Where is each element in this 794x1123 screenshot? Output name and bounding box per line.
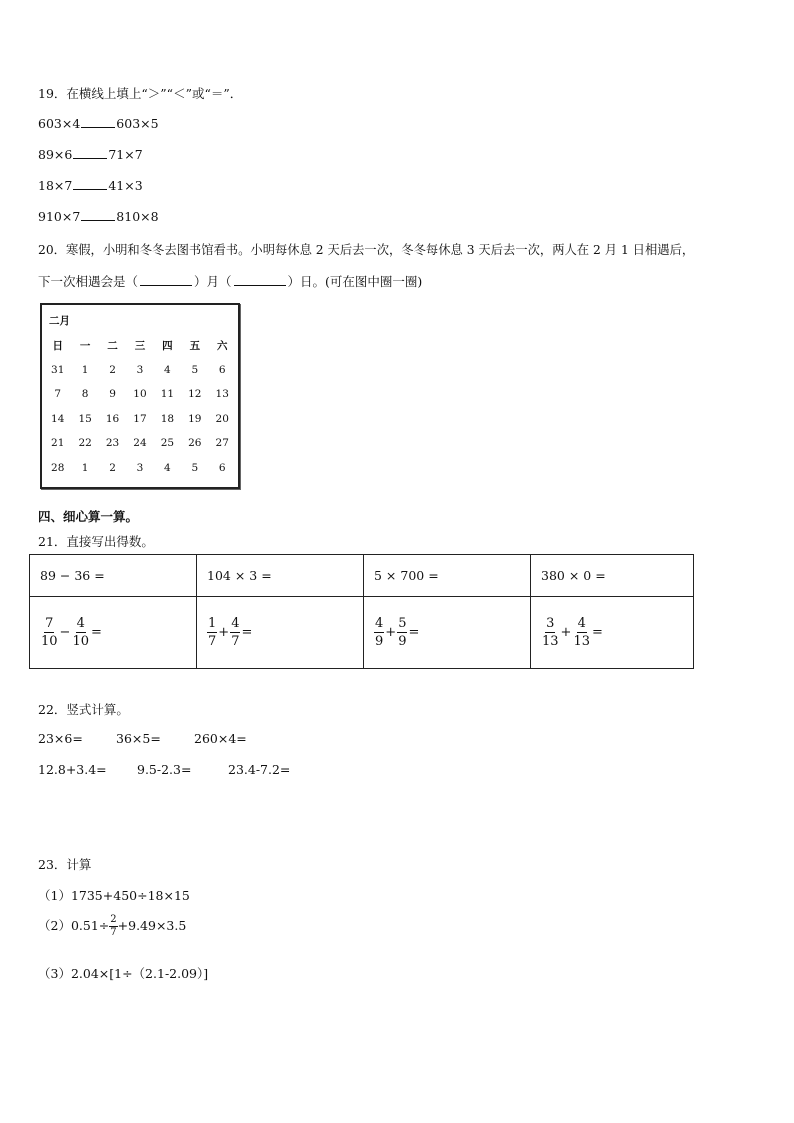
operator: + <box>218 625 230 640</box>
calendar-day[interactable]: 8 <box>81 388 89 401</box>
fraction-numerator: 4 <box>375 616 384 631</box>
equals-sign: = <box>241 625 253 640</box>
calendar-day[interactable]: 28 <box>51 461 65 474</box>
q20-line-2-b: ）月（ <box>194 274 232 289</box>
february-calendar <box>40 303 240 489</box>
q19-item-2-left: 89×6 <box>38 147 73 162</box>
calendar-day[interactable]: 1 <box>81 461 89 474</box>
q22-title: 22．竖式计算。 <box>38 702 129 717</box>
weekday-label: 六 <box>216 339 228 352</box>
fraction-denominator: 10 <box>41 634 58 649</box>
fraction-denominator: 7 <box>110 927 117 938</box>
calendar-day[interactable]: 1 <box>81 363 89 376</box>
calendar-day[interactable]: 5 <box>191 461 199 474</box>
weekday-label: 三 <box>134 339 146 352</box>
calendar-grid <box>44 333 236 480</box>
fraction <box>541 617 560 648</box>
q20-month-blank[interactable] <box>140 275 192 286</box>
fraction-denominator: 9 <box>398 634 407 649</box>
q21-row-1 <box>30 555 694 597</box>
q19-item-3-left: 18×7 <box>38 178 73 193</box>
q23-item-3[interactable]: （3）2.04×[1÷（2.1-2.09）] <box>38 966 209 981</box>
calendar-day[interactable]: 23 <box>105 437 120 450</box>
fraction <box>109 915 117 938</box>
calendar-day[interactable]: 4 <box>164 461 171 474</box>
q20-line-2-a: 下一次相遇会是（ <box>38 274 139 289</box>
calendar-day[interactable]: 22 <box>78 437 92 450</box>
calendar-title: 二月 <box>49 315 70 327</box>
equals-sign: = <box>91 625 102 640</box>
calendar-week-row <box>44 382 236 407</box>
q19-item-1-blank[interactable] <box>81 117 115 128</box>
q21-cell[interactable]: 104 × 3 = <box>197 555 364 597</box>
fraction-numerator: 4 <box>76 616 85 631</box>
fraction-numerator: 2 <box>110 914 117 925</box>
q20-line-1: 20．寒假，小明和冬冬去图书馆看书。小明每休息 2 天后去一次，冬冬每休息 3 天后去一次，两人在 2 月 1 日相遇后， <box>38 243 695 257</box>
calendar-day[interactable]: 17 <box>133 412 147 425</box>
calendar-day[interactable]: 25 <box>160 437 175 450</box>
fraction-denominator: 10 <box>72 634 89 649</box>
operator: − <box>59 625 71 640</box>
calendar-day[interactable]: 20 <box>215 412 229 425</box>
fraction <box>71 617 90 648</box>
calendar-day[interactable]: 13 <box>215 388 229 401</box>
calendar-day[interactable]: 26 <box>188 437 202 450</box>
fraction-numerator: 4 <box>231 616 240 631</box>
q23-item-1[interactable]: （1）1735+450÷18×15 <box>38 888 190 903</box>
q21-table <box>29 554 694 669</box>
q19-item-4-blank[interactable] <box>81 210 115 221</box>
calendar-day[interactable]: 7 <box>54 388 62 401</box>
weekday-label: 二 <box>107 339 118 352</box>
q23-title: 23．计算 <box>38 857 92 872</box>
fraction <box>207 617 217 648</box>
q22-expr[interactable]: 36×5= <box>116 731 161 746</box>
q21-cell[interactable]: 380 × 0 = <box>531 555 694 597</box>
calendar-day[interactable]: 21 <box>51 437 65 450</box>
q19-item-3-blank[interactable] <box>73 179 107 190</box>
q19-item-4-left: 910×7 <box>38 209 81 224</box>
weekday-label: 五 <box>189 339 201 352</box>
calendar-day[interactable]: 27 <box>215 437 229 450</box>
calendar-day[interactable]: 4 <box>164 363 171 376</box>
q23-item-2-suffix: +9.49×3.5 <box>117 918 187 933</box>
calendar-week-row <box>44 431 236 456</box>
operator: + <box>385 625 397 640</box>
weekday-label: 四 <box>162 339 173 352</box>
calendar-day[interactable]: 18 <box>160 412 175 425</box>
fraction-numerator: 3 <box>546 616 555 631</box>
calendar-day[interactable]: 24 <box>133 437 147 450</box>
calendar-day[interactable]: 3 <box>136 461 144 474</box>
calendar-day[interactable]: 19 <box>188 412 202 425</box>
equals-sign: = <box>408 625 420 640</box>
calendar-day[interactable]: 9 <box>109 388 116 401</box>
q19-item-1-left: 603×4 <box>38 116 81 131</box>
fraction-numerator: 4 <box>577 616 586 631</box>
q19-item-1 <box>38 116 159 131</box>
q23-item-2-prefix: （2）0.51÷ <box>38 918 110 933</box>
q21-cell[interactable]: 5 × 700 = <box>364 555 531 597</box>
weekday-label: 一 <box>79 339 91 352</box>
calendar-week-row <box>44 456 236 481</box>
q21-fraction-cell[interactable] <box>364 597 531 669</box>
q22-expr[interactable]: 12.8+3.4= <box>38 762 107 777</box>
q19-item-2-blank[interactable] <box>73 148 107 159</box>
q22-expr[interactable]: 260×4= <box>194 731 247 746</box>
calendar-weekday-row <box>44 333 236 358</box>
q20-line-2-c: ）日。(可在图中圈一圈) <box>287 274 423 289</box>
q20-line-2 <box>38 272 422 290</box>
q21-title: 21．直接写出得数。 <box>38 534 154 549</box>
q20-day-blank[interactable] <box>234 275 286 286</box>
q19-item-2 <box>38 147 143 162</box>
q23-item-2[interactable] <box>38 915 186 938</box>
fraction <box>230 617 240 648</box>
calendar-day[interactable]: 2 <box>109 461 116 474</box>
calendar-day[interactable]: 6 <box>218 461 226 474</box>
calendar-day[interactable]: 31 <box>51 363 65 376</box>
q19-item-3-right: 41×3 <box>108 178 143 193</box>
q21-fraction-cell[interactable] <box>531 597 694 669</box>
q21-row-2 <box>30 597 694 669</box>
q19-item-4 <box>38 209 159 224</box>
equals-sign: = <box>592 625 603 640</box>
calendar-day[interactable]: 3 <box>136 363 144 376</box>
q22-expr[interactable]: 9.5-2.3= <box>137 762 192 777</box>
fraction-numerator: 7 <box>45 616 54 631</box>
fraction <box>397 617 407 648</box>
calendar-day[interactable]: 11 <box>160 388 175 401</box>
q19-item-1-right: 603×5 <box>116 116 159 131</box>
fraction-numerator: 1 <box>208 616 217 631</box>
operator: + <box>560 625 572 640</box>
fraction-denominator: 9 <box>375 634 384 649</box>
section-4-heading: 四、细心算一算。 <box>38 509 139 524</box>
q22-expr[interactable]: 23.4-7.2= <box>228 762 291 777</box>
fraction <box>572 617 591 648</box>
q19-item-4-right: 810×8 <box>116 209 159 224</box>
calendar-day[interactable]: 14 <box>51 412 65 425</box>
fraction <box>40 617 59 648</box>
fraction-denominator: 13 <box>573 634 590 649</box>
q19-item-3 <box>38 178 143 193</box>
calendar-day[interactable]: 15 <box>78 412 92 425</box>
calendar-day[interactable]: 6 <box>218 363 226 376</box>
fraction-denominator: 7 <box>208 634 217 649</box>
calendar-day[interactable]: 5 <box>191 363 199 376</box>
q22-expr[interactable]: 23×6= <box>38 731 83 746</box>
fraction-denominator: 13 <box>542 634 559 649</box>
calendar-day[interactable]: 12 <box>188 388 202 401</box>
fraction-numerator: 5 <box>398 616 407 631</box>
fraction-denominator: 7 <box>231 634 240 649</box>
q21-fraction-cell[interactable] <box>30 597 197 669</box>
calendar-day[interactable]: 2 <box>109 363 116 376</box>
q19-title: 19．在横线上填上“＞”“＜”或“＝”． <box>38 86 243 101</box>
q19-item-2-right: 71×7 <box>108 147 143 162</box>
calendar-week-row <box>44 358 236 383</box>
fraction <box>374 617 384 648</box>
calendar-day[interactable]: 10 <box>133 388 147 401</box>
weekday-label: 日 <box>52 339 63 352</box>
calendar-day[interactable]: 16 <box>105 412 120 425</box>
calendar-week-row <box>44 407 236 432</box>
q21-cell[interactable]: 89 − 36 = <box>30 555 197 597</box>
q21-fraction-cell[interactable] <box>197 597 364 669</box>
